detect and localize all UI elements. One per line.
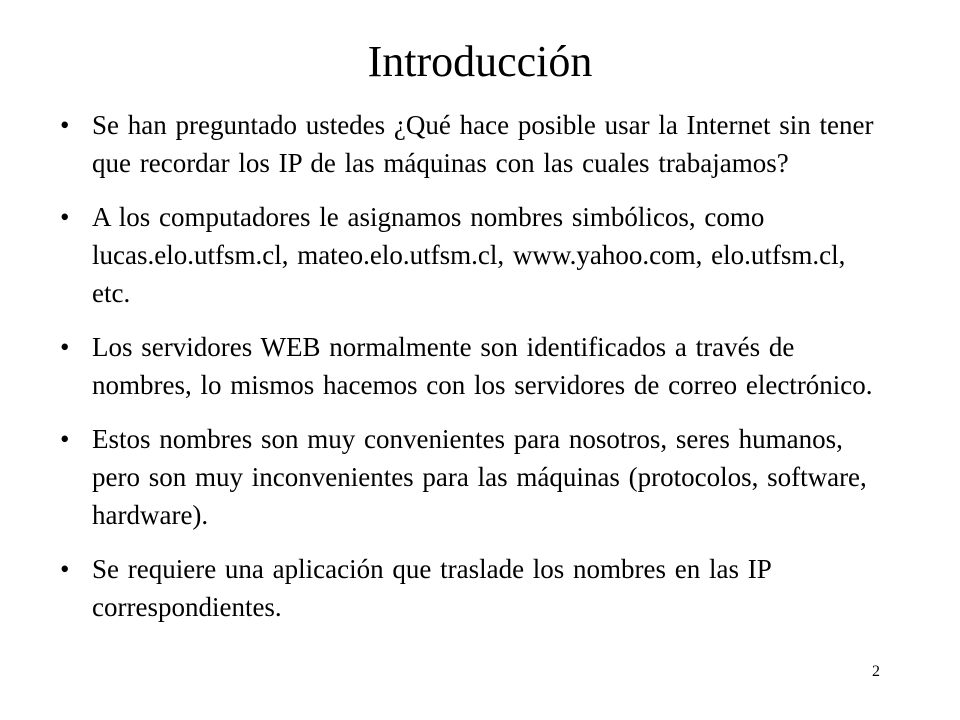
bullet-text: Se requiere una aplicación que traslade los nombres en las IP correspondientes.: [92, 554, 771, 622]
bullet-item: [60, 328, 890, 404]
bullet-dot-icon: •: [60, 202, 70, 232]
bullet-text: Se han preguntado ustedes ¿Qué hace posible usar la Internet sin tener que recordar los IP de las máquinas con las cuales trabajamos?: [92, 110, 874, 178]
bullet-dot-icon: •: [60, 424, 70, 454]
bullet-dot-icon: •: [60, 554, 70, 584]
page-number: 2: [872, 663, 880, 680]
bullet-item: [60, 106, 890, 182]
bullet-item: [60, 198, 890, 312]
bullet-item: [60, 550, 890, 626]
bullet-text: Los servidores WEB normalmente son identificados a través de nombres, lo mismos hacemos con los servidores de correo electrónico.: [92, 332, 873, 400]
bullet-list: [60, 106, 890, 642]
bullet-text: Estos nombres son muy convenientes para nosotros, seres humanos, pero son muy inconvenientes para las máquinas (protocolos, software, hardware).: [92, 424, 867, 530]
bullet-text: A los computadores le asignamos nombres simbólicos, como lucas.elo.utfsm.cl, mateo.elo.utfsm.cl, www.yahoo.com, elo.utfsm.cl, etc.: [92, 202, 846, 308]
bullet-dot-icon: •: [60, 332, 70, 362]
bullet-item: [60, 420, 890, 534]
bullet-dot-icon: •: [60, 110, 70, 140]
slide-title: Introducción: [367, 37, 593, 86]
